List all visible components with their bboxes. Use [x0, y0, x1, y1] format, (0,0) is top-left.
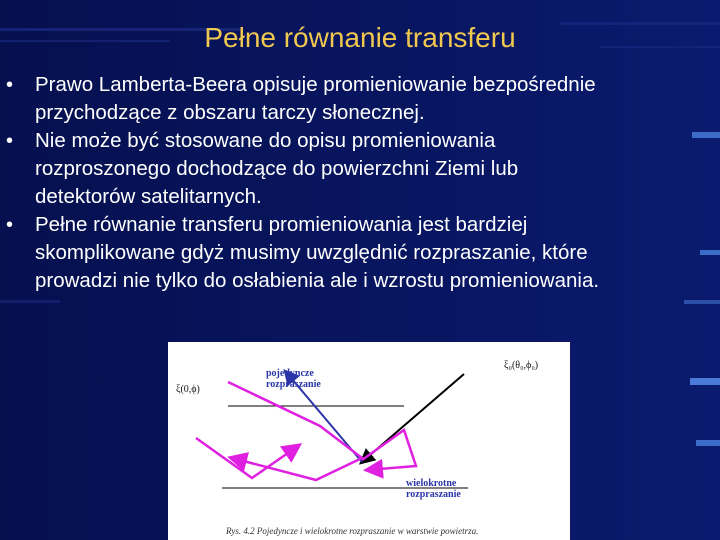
multi-scatter-label-line1: wielokrotne	[406, 478, 457, 489]
bullet-line: przychodzące z obszaru tarczy słonecznej.	[35, 101, 425, 124]
bullet-item	[0, 127, 715, 211]
bullet-list	[0, 71, 720, 295]
symbol-left: ξ(0,ϕ)	[176, 384, 200, 395]
bullet-line: Pełne równanie transferu promieniowania jest bardziej	[35, 213, 528, 236]
multi-scatter-label-line2: rozpraszanie	[406, 489, 461, 500]
bullet-line: rozproszonego dochodzące do powierzchni Ziemi lub	[35, 157, 519, 180]
bullet-marker: •	[6, 74, 14, 96]
bullet-item	[0, 71, 715, 127]
bullet-line: Prawo Lamberta-Beera opisuje promieniowanie bezpośrednie	[35, 73, 596, 96]
bullet-line: Nie może być stosowane do opisu promieniowania	[35, 129, 496, 152]
single-scatter-label	[266, 368, 321, 390]
bullet-line: skomplikowane gdyż musimy uwzględnić rozpraszanie, które	[35, 241, 588, 264]
bullet-item	[0, 211, 715, 295]
bullet-marker: •	[6, 214, 14, 236]
bullet-line: detektorów satelitarnych.	[35, 185, 262, 208]
multi-scatter-path	[228, 382, 362, 480]
scattering-diagram	[168, 342, 570, 540]
bullet-line: prowadzi nie tylko do osłabienia ale i wzrostu promieniowania.	[35, 269, 600, 292]
bullet-marker: •	[6, 130, 14, 152]
single-scatter-label-line2: rozpraszanie	[266, 379, 321, 390]
symbol-right: ξ₀(θ₀,ϕ₀)	[504, 360, 539, 371]
single-scatter-label-line1: pojedyncze	[266, 368, 314, 379]
slide-title: Pełne równanie transferu	[204, 22, 516, 53]
figure-caption: Rys. 4.2 Pojedyncze i wielokrotne rozpraszanie w warstwie powietrza.	[226, 526, 479, 536]
scattering-figure	[168, 342, 570, 540]
multi-scatter-path-2	[362, 430, 416, 470]
multi-scatter-label	[406, 478, 461, 500]
